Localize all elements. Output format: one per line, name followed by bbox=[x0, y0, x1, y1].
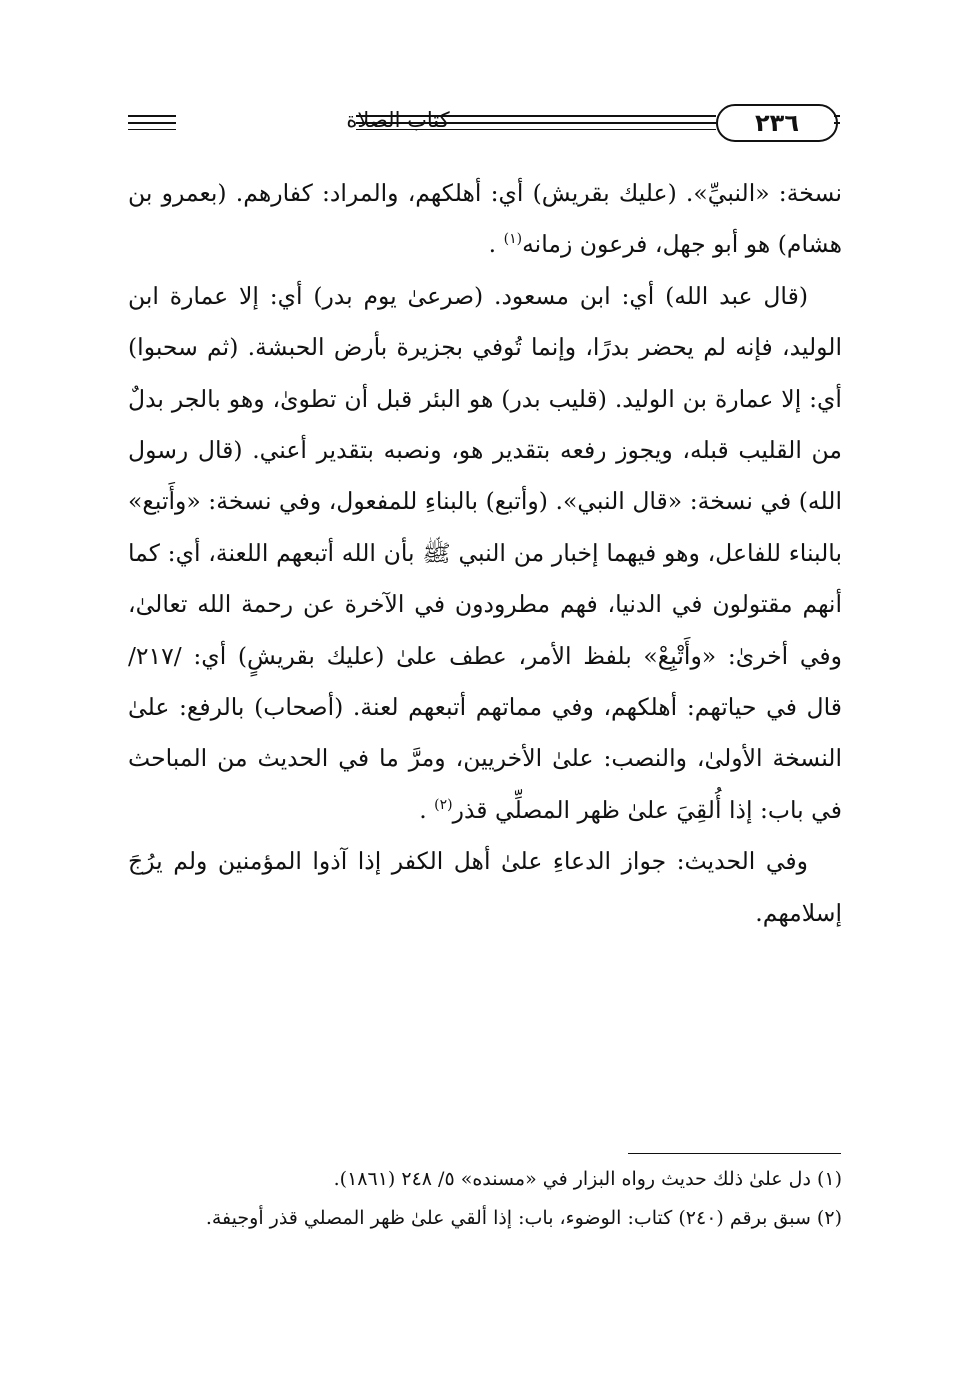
line: النبي ﷺ بأن الله أتبعهم اللعنة، أي: كما أنهم مقتولون في الدنيا، فهم bbox=[128, 538, 842, 619]
line: الأولىٰ، والنصب: علىٰ الأخريين، ومرَّ ما في الحديث من المباحث bbox=[128, 744, 763, 773]
line: (قال عبد الله) أي: ابن مسعود. (صرعىٰ يوم بدر) أي: إلا عمارة bbox=[169, 281, 808, 310]
line: في باب: إذا أُلقِيَ علىٰ ظهر المصلِّي قذر bbox=[452, 795, 842, 824]
main-text bbox=[128, 168, 842, 939]
page-number: ٢٣٦ bbox=[755, 109, 799, 137]
header-rule-right-2 bbox=[834, 122, 840, 124]
footnotes bbox=[122, 1160, 842, 1238]
line: يرُجَ إسلامهم. bbox=[128, 847, 842, 927]
line: نسخة: «النبيِّ». (عليك بقريش) أي: أهلكهم، والمراد: كفارهم. bbox=[235, 179, 842, 207]
period: . bbox=[488, 230, 504, 259]
line: للمفعول، وفي نسخة: «وأَتبع» بالبناء للفاعل، وهو فيهما إخبار من bbox=[128, 487, 842, 567]
footnote-2: (٢) سبق برقم (٢٤٠) كتاب: الوضوء، باب: إذا ألقي علىٰ ظهر المصلي قذر أوجيفة. bbox=[205, 1207, 842, 1229]
line: وهو بالجر بدلٌ من القليب قبله، ويجوز رفعه بتقدير هو، ونصبه بتقدير bbox=[128, 384, 842, 465]
header-rule-middle-2 bbox=[356, 122, 716, 124]
header-rule-middle-3 bbox=[356, 129, 716, 130]
line: ابن الوليد، فإنه لم يحضر بدرًا، وإنما تُوفي بجزيرة بأرض الحبشة. (ثم bbox=[128, 281, 842, 362]
footnote-1: (١) دل علىٰ ذلك حديث رواه البزار في «مسنده» ٥/ ٢٤٨ (١٨٦١). bbox=[333, 1168, 842, 1190]
page-number-badge bbox=[716, 104, 838, 142]
line: مطرودون في الآخرة عن رحمة الله تعالىٰ، وفي أخرىٰ: «وأَتْبِعْ» بلفظ bbox=[128, 590, 842, 670]
footnote-ref-1: (١) bbox=[503, 231, 523, 248]
line: وفي الحديث: جواز الدعاءِ علىٰ أهل الكفر إذا آذوا المؤمنين ولم bbox=[173, 847, 808, 876]
footnote-separator bbox=[628, 1153, 841, 1154]
paragraph-3 bbox=[128, 836, 842, 939]
line: أهلكهم، وفي مماتهم أتبعهم لعنة. (أصحاب) بالرفع: علىٰ النسخة bbox=[128, 693, 842, 773]
paragraph-2 bbox=[128, 271, 842, 836]
page-header bbox=[128, 100, 840, 144]
book-title: كتاب الصلاة bbox=[346, 108, 450, 132]
header-rule-middle bbox=[356, 115, 716, 117]
footnote-ref-2: (٢) bbox=[434, 797, 453, 814]
header-rule-left bbox=[128, 115, 176, 117]
line: سحبوا) أي: إلا عمارة بن الوليد. (قليب بدر) هو البئر قبل أن تطوىٰ، bbox=[128, 333, 842, 413]
header-rule-right bbox=[834, 115, 840, 117]
line: أعني. (قال رسول الله) في نسخة: «قال النبي». (وأتبع) بالبناءِ bbox=[128, 436, 842, 516]
header-rule-left-2 bbox=[128, 122, 176, 124]
header-rule-left-3 bbox=[128, 129, 176, 130]
paragraph-1 bbox=[128, 168, 842, 271]
line: (بعمرو بن هشام) هو أبو جهل، فرعون زمانه bbox=[128, 179, 842, 259]
period: . bbox=[419, 795, 435, 824]
line: الأمر، عطف علىٰ (عليك بقريشٍ) أي: /٢١٧/ قال في حياتهم: bbox=[128, 641, 842, 722]
